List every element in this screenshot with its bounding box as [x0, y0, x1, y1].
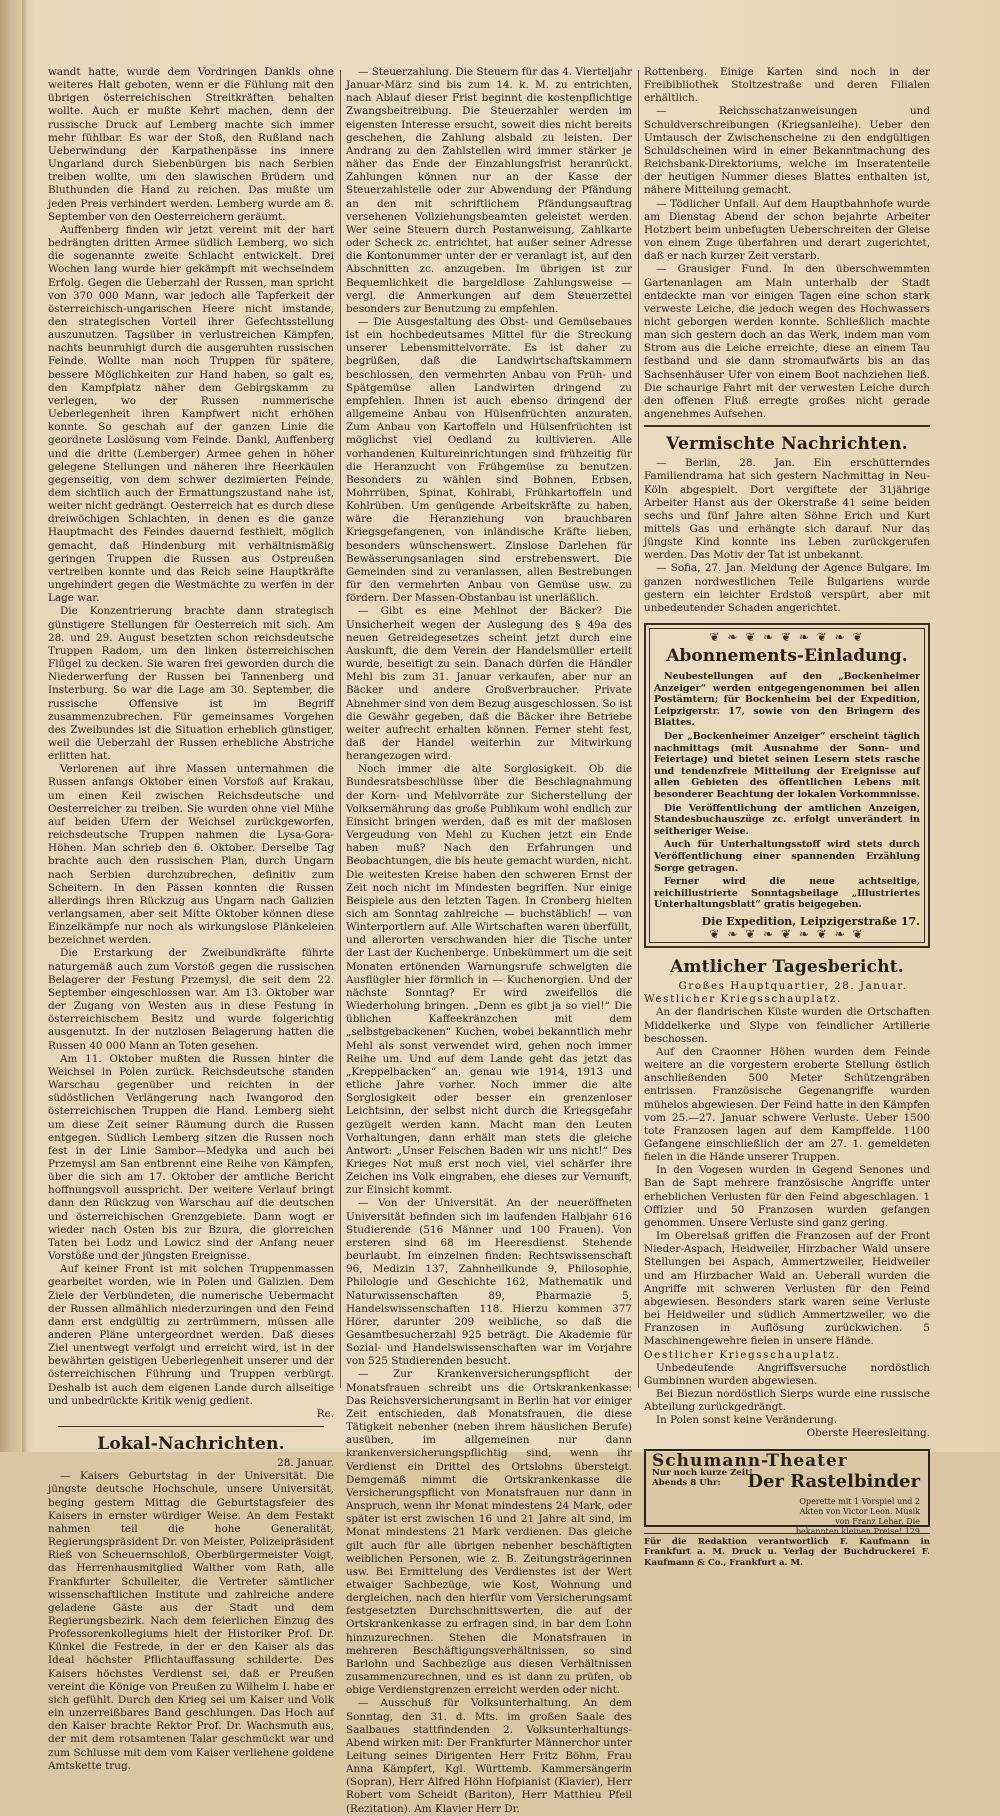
- article-paragraph: — Berlin, 28. Jan. Ein erschütterndes Familiendrama hat sich gestern Nachmittag in Neu-Köln abgespielt. Dort vergiftete der 31jährige Arbeiter Hanst aus der Okerstraße 41 seine beiden sechs und fünf Jahre alten Söhne Erich und Kurt mittels Gas und erhängte sich darauf. Nur das jüngste Kind konnte ins Leben zurückgerufen werden. Das Motiv der Tat ist unbekannt.: [644, 457, 930, 562]
- theater-show-title: Der Rastelbinder: [747, 1470, 920, 1492]
- report-source: Großes Hauptquartier, 28. Januar.: [678, 980, 908, 993]
- theater-desc-text: Operette mit 1 Vorspiel und 2 Akten von Victor Leon. Musik von Franz Lehar.: [799, 1496, 920, 1526]
- ornament-border-icon: ❦ ❧ ❦ ❧ ❦ ❧ ❦ ❧ ❦: [709, 927, 865, 942]
- article-paragraph: — Ausschuß für Volksunterhaltung. An dem Sonntag, den 31. d. Mts. im großen Saale des Saalbaues stattfindenden 2. Volksunterhaltungs-Abend wirken mit: Der Frankfurter Männerchor unter Leitung seines Dirigenten Herr Fritz Böhm, Frau Anna Kämpfert, Kgl. Württemb. Kammersängerin (Sopran), Herr Alfred Höhn Hofpianist (Klavier), Herr Robert vom Scheidt (Bariton), Herr Matthieu Pfeil (Rezitation). Am Klavier Herr Dr.: [346, 1697, 632, 1815]
- page-body: [48, 66, 930, 1815]
- article-paragraph: — Sofia, 27. Jan. Meldung der Agence Bulgare. Im ganzen nordwestlichen Teile Bulgariens wurde gestern ein leichter Erdstoß verspürt, aber mit unbedeutender Schaden angerichtet.: [644, 562, 930, 614]
- article-paragraph: wandt hatte, wurde dem Vordringen Dankls ohne weiteres Halt geboten, wenn er die Fühlung mit den übrigen österreichischen Streitkräften behalten wollte. Auch er mußte Kehrt machen, denn der russische Druck auf Lemberg machte sich immer mehr fühlbar. Es war der Stoß, den Rußland nach Ueberwindung der Karpathenpässe ins innere Ungarland durch Siebenbürgen bis nach Serbien treiben wollte, um den slawischen Brüdern und Bluthunden die Hand zu reichen. Das mußte um jeden Preis verhindert werden. Lemberg wurde am 8. September von den Oesterreichern geräumt.: [48, 66, 334, 223]
- report-paragraph: Bei Biezun nordöstlich Sierps wurde eine russische Abteilung zurückgedrängt.: [644, 1387, 930, 1414]
- subscription-paragraph: Ferner wird die neue achtseitige, reichillustrierte Sonntagsbeilage „Illustriertes Unterhaltungsblatt“ gratis beigegeben.: [654, 876, 920, 911]
- article-paragraph: Noch immer die alte Sorglosigkeit. Ob die Bundesratsbeschlüsse über die Beschlagnahmung der Korn- und Mehlvorräte zur Sicherstellung der Volksernährung das große Publikum wohl endlich zur Einsicht bringen werden, daß es mit der maßlosen Vergeudung von Mehl zu Kuchen jetzt ein Ende haben muß? Nach den Erfahrungen und Beobachtungen, die bis heute gemacht wurden, nicht. Die weitesten Kreise haben den schweren Ernst der Zeit noch nicht im Mindesten begriffen. Nur einige Beispiele aus den letzten Tagen. In Cronberg hielten sich am Sonntag zahlreiche — buchstäblich! — von Winterportlern auf. Alle Wirtschaften waren überfüllt, und allerorten verschwanden hier die Tische unter der Last der Kuchenberge. Unbekümmert um die seit Monaten ertönenden Warnungsrufe schwelgten die Ausflügler hier förmlich in — Kuchenorgien. Und der nächste Sonntag? Er wird zweifellos die Wiederholung bringen. „Denn es gibt ja so viel!“ Die üblichen Kaffeekränzchen mit dem „selbstgebackenen“ Kuchen, wobei bekanntlich mehr Mehl als sonst verwendet wird, gehen noch immer Reihe um. Und auf dem Lande geht das jetzt das „Kreppelbacken“ an, genau wie 1914, 1913 und etliche Jahre vorher. Noch immer die alte Sorglosigkeit oder besser ein grenzenloser Leichtsinn, der selbst nicht durch die Kriegsgefahr gezügelt werden kann. Macht man den Leuten Vorhaltungen, dann erhält man stets die gleiche Antwort: „Unser Feischen Baden wir uns nicht!“ Des Krieges Not muß erst noch viel, viel schärfer ihre Zeichen ins Volk eingraben, ehe dieses zur Vernunft, zur Einsicht kommt.: [346, 763, 632, 1197]
- theater-advertisement: [644, 1449, 930, 1536]
- article-paragraph: Am 11. Oktober mußten die Russen hinter die Weichsel in Polen zurück. Reichsdeutsche standen Warschau gegenüber und reichten in der südöstlichen Verlängerung nach Iwangorod den österreichischen Truppen die Hand. Lemberg sieht um diese Zeit seiner Räumung durch die Russen entgegen. Südlich Lemberg sitzen die Russen noch fest in der Linie Sambor—Medyka und auch bei Przemysl am San entbrennt eine Reihe von Kämpfen, über die sich am 17. Oktober der amtliche Bericht hoffnungsvoll ausspricht. Der weitere Verlauf bringt dann den Rückzug von Warschau auf die deutschen und österreichischen Grenzgebiete. Dann wogt er wieder nach Osten bis zur Bzura, die glorreichen Taten bei Lodz und Lowicz sind der Anfang neuer Vorstöße und der jüngsten Ereignisse.: [48, 1052, 334, 1263]
- page-fold-shadow: [22, 0, 28, 1452]
- front-heading-west: Westlicher Kriegsschauplatz.: [644, 993, 842, 1006]
- theater-ad-number: 129: [904, 1526, 920, 1536]
- column-2: [346, 66, 632, 1815]
- front-heading-ost: Oestlicher Kriegsschauplatz.: [644, 1348, 841, 1361]
- article-paragraph: Verlorenen auf ihre Massen unternahmen die Russen anfangs Oktober einen Vorstoß auf Krakau, um einen Keil zwischen Reichsdeutsche und Oesterreicher zu treiben. Sie wurden ohne viel Mühe auf beiden Ufern der Weichsel zurückgeworfen, reichsdeutsche Truppen nahmen die Lysa-Gora-Höhen. Man schrieb den 6. Oktober. Derselbe Tag brachte auch den russischen Plan, durch Ungarn nach Serbien durchzubrechen, definitiv zum Scheitern. In den Pässen konnten die Russen allerdings ihren Rückzug aus Ungarn nach Galizien verlangsamen, aber seit Mitte Oktober können diese Einzelkämpfe nur noch als wirkungslose Plänkeleien bezeichnet werden.: [48, 763, 334, 947]
- article-paragraph: — Die Ausgestaltung des Obst- und Gemüsebaues ist ein hochbedeutsames Mittel für die Streckung unserer Lebensmittelvorräte. Es ist daher zu begrüßen, daß die Landwirtschaftskammern beschlossen, den vermehrten Anbau von Früh- und Spätgemüse allen Landwirten dringend zu empfehlen. Ihnen ist auch ebenso dringend der allgemeine Anbau von Hülsenfrüchten anzuraten. Zum Anbau von Kartoffeln und Hülsenfrüchten ist möglichst viel Oedland zu kultivieren. Alle vorhandenen Kultureinrichtungen sind frühzeitig für die Heranzucht von Frühgemüse zu benutzen. Besonders zu wählen sind Bohnen, Erbsen, Mohrrüben, Spinat, Kohlrabi, Frühkartoffeln und Kohlrüben. Um genügende Arbeitskräfte zu haben, wäre die Heranziehung von brauchbaren Kriegsgefangenen, von inländische Kräfte lieben, besonders wünschenswert. Zinslose Darlehen für Bewässerungsanlagen sind erstrebenswert. Die Gemeinden sind zu veranlassen, allen Bestrebungen für den vermehrten Anbau von Gemüse usw. zu fördern. Der Massen-Obstanbau ist unerläßlich.: [346, 315, 632, 605]
- subscription-signature: Die Expedition, Leipzigerstraße 17.: [701, 914, 920, 928]
- report-paragraph: In den Vogesen wurden in Gegend Senones und Ban de Sapt mehrere französische Angriffe unter erheblichen Verlusten für den Feind abgeschlagen. 1 Offizier und 50 Franzosen wurden gefangen genommen. Unsere Verluste sind ganz gering.: [644, 1164, 930, 1229]
- ornament-border-icon: ❦ ❧ ❦ ❧ ❦ ❧ ❦ ❧ ❦: [709, 630, 865, 645]
- article-paragraph: Auffenberg finden wir jetzt vereint mit der hart bedrängten dritten Armee südlich Lemberg, wo sich die sogenannte zweite Schlacht entwickelt. Drei Wochen lang wurde hier gekämpft mit wechselndem Erfolg. Gegen die Ueberzahl der Russen, man spricht von 370 000 Mann, war jedoch alle Tapferkeit der österreichisch-ungarischen Heere nicht imstande, den strategischen Vorteil ihrer Gefechtsstellung auszunutzen. Tagsüber in verlustreichen Kämpfen, nachts beunruhigt durch die ausgeruhten russischen Feinde. Wollte man noch Truppen für spätere, bessere Möglichkeiten zur Hand haben, so galt es, den Kampfplatz näher dem Gebirgskamm zu verlegen, wo der Russen nummerische Ueberlegenheit ihren Kampfwert nicht erhöhen konnte. So geschah auf der ganzen Linie die geordnete Loslösung vom Feinde. Dankl, Auffenberg und die dritte (Lemberger) Armee gehen in höher gelegene Stellungen und näheren ihre Heerkäulen gegenseitig, von dem schwer dezimierten Feinde, dem sichtlich auch der Ermattungszustand nahe ist, weiter nicht gedrängt. Oesterreich hat es durch diese dreiwöchigen Schlachten, in denen es die ganze Hauptmacht des Feindes dauernd festhielt, möglich gemacht, daß Hindenburg mit verhältnismäßig geringen Truppen die Russen aus Ostpreußen vertreiben konnte und das Reich seine Hauptkräfte ungehindert gegen die Westmächte zu werfen in der Lage war.: [48, 223, 334, 605]
- report-paragraph: Unbedeutende Angriffsversuche nordöstlich Gumbinnen wurden abgewiesen.: [644, 1361, 930, 1387]
- theater-description: [790, 1497, 920, 1537]
- subscription-box: [644, 623, 930, 948]
- report-paragraph: An der flandrischen Küste wurden die Ortschaften Middelkerke und Slype von feindlicher Artillerie beschossen.: [644, 1006, 930, 1045]
- theater-prices: Die bekannten kleinen Preise!: [795, 1516, 920, 1536]
- author-signature: Re.: [316, 1407, 334, 1420]
- theater-name: Schumann-Theater: [652, 1450, 848, 1471]
- subscription-paragraph: Neubestellungen auf den „Bockenheimer Anzeiger“ werden entgegengenommen bei allen Postämtern; für Bockenheim bei der Expedition, Leipzigerstr. 17, sowie von den Bringern des Blattes.: [654, 671, 920, 729]
- imprint: Für die Redaktion verantwortlich F. Kaufmann in Frankfurt a. M. Druck u. Verlag der Buchdruckerei F. Kaufmann & Co., Frankfurt a. M.: [644, 1533, 930, 1569]
- article-paragraph: — Grausiger Fund. In den überschwemmten Gartenanlagen am Main unterhalb der Stadt entdeckte man vor einigen Tagen eine schon stark verweste Leiche, die jedoch wegen des Hochwassers nicht geborgen werden konnte. Schließlich machte man sich gestern doch an das Werk, indem man vom Strom aus die Leiche erreichte, diese an einem Tau festband und sie dann stromaufwärts bis an das Sachsenhäuser Ufer von einem Boot nachziehen ließ. Die schaurige Fahrt mit der verwesten Leiche durch den offenen Fluß erregte großes nicht gerade angenehmes Aufsehen.: [644, 263, 930, 421]
- theater-line: Nur noch kurze Zeit!: [652, 1467, 753, 1478]
- subscription-paragraph: Der „Bockenheimer Anzeiger“ erscheint täglich nachmittags (mit Ausnahme der Sonn- und Feiertage) und bietet seinen Lesern stets rasche und tendenzfreie Mitteilung der Ereignisse auf allen Gebieten des öffentlichen Lebens mit besonderer Beachtung der lokalen Vorkommnisse.: [654, 731, 920, 801]
- theater-line: Abends 8 Uhr:: [652, 1478, 721, 1489]
- section-heading-lokal: Lokal-Nachrichten.: [97, 1434, 285, 1455]
- article-paragraph: Die Konzentrierung brachte dann strategisch günstigere Stellungen für Oesterreich mit sich. Am 28. und 29. August besetzten schon reichsdeutsche Truppen Radom, um den linken österreichischen Flügel zu decken. Sie waren frei geworden durch die Niederwerfung der Russen bei Tannenberg und Insterburg. So war die Lage am 30. September, die russische Offensive ist im Begriff zusammenzubrechen. Für gemeinsames Vorgehen des Zweibundes ist die Situation erheblich günstiger, weil die Ueberzahl der Russen erhebliche Abstriche erlitten hat.: [48, 605, 334, 763]
- column-rule: [638, 70, 639, 1388]
- article-paragraph: Auf keiner Front ist mit solchen Truppenmassen gearbeitet worden, wie in Polen und Galizien. Dem Ziele der Verbündeten, die numerische Uebermacht der Russen allmählich niederzuringen und den Feind dann erst endgültig zu zertrümmern, müssen alle anderen Pläne untergeordnet werden. Daß dieses Ziel unentwegt verfolgt und erreicht wird, ist in der bewährten geistigen Ueberlegenheit unserer und der österreichischen Führung und Truppen verbürgt. Deshalb ist auch dem eigenen Lande durch allseitige und unbedrückte Kritik wenig gedient.: [48, 1263, 334, 1407]
- subscription-paragraph: Auch für Unterhaltungsstoff wird stets durch Veröffentlichung einer spannenden Erzählung Sorge getragen.: [654, 839, 920, 874]
- article-paragraph: Rottenberg. Einige Karten sind noch in der Freibibliothek Stoltzestraße und deren Filialen erhältlich.: [644, 66, 930, 105]
- article-paragraph: — Reichsschatzanweisungen und Schuldverschreibungen (Kriegsanleihe). Ueber den Umtausch der Zwischenscheine zu den endgültigen Schuldscheinen wird in einer Bekanntmachung des Reichsbank-Direktoriums, welche im Inseratenteile der heutigen Nummer dieses Blattes enthalten ist, nähere Mitteilung gemacht.: [644, 105, 930, 197]
- report-signature: Oberste Heeresleitung.: [806, 1427, 930, 1440]
- article-paragraph: — Tödlicher Unfall. Auf dem Hauptbahnhofe wurde am Dienstag Abend der schon bejahrte Arbeiter Hotzbert beim unbefugten Ueberschreiten der Gleise von einem Zuge überfahren und derart zugerichtet, daß er nach kurzer Zeit verstarb.: [644, 197, 930, 263]
- column-rule: [340, 70, 341, 1388]
- article-paragraph: — Von der Universität. An der neueröffneten Universität befinden sich im laufenden Halbjahr 616 Studierende (516 Männer und 100 Frauen). Von ersteren sind 68 im Heeresdienst. Stehende beurlaubt. Im einzelnen finden: Rechtswissenschaft 96, Medizin 137, Zahnheilkunde 9, Philosophie, Philologie und Geschichte 162, Mathematik und Naturwissenschaften 89, Pharmazie 5, Handelswissenschaften 118. Hierzu kommen 377 Hörer, darunter 209 weibliche, so daß die Gesamtbesucherzahl 925 beträgt. Die Akademie für Sozial- und Handelswissenschaften war im Vorjahre von 525 Studierenden besucht.: [346, 1197, 632, 1368]
- report-paragraph: Auf den Craonner Höhen wurden dem Feinde weitere an die vorgestern eroberte Stellung östlich anschließenden 500 Meter Schützengräben entrissen. Französische Gegenangriffe wurden mühelos abgewiesen. Der Feind hatte in den Kämpfen vom 25.—27. Januar schwere Verluste. Ueber 1500 tote Franzosen lagen auf dem Kampffelde. 1100 Gefangene einschließlich der am 27. 1. gemeldeten fielen in die Hände unserer Truppen.: [644, 1045, 930, 1164]
- report-paragraph: In Polen sonst keine Veränderung.: [656, 1414, 838, 1427]
- report-paragraph: Im Oberelsaß griffen die Franzosen auf der Front Nieder-Aspach, Heidweiler, Hirzbacher Wald unsere Stellungen bei Aspach, Ammertzweiler, Heidweiler und am Hirzbacher Wald an. Ueberall wurden die Angriffe mit schweren Verlusten für den Feind abgewiesen. Besonders stark waren seine Verluste bei Heidweiler und südlich Ammertzweiler, wo die Franzosen in Auflösung zurückwichen. 5 Maschinengewehre fielen in unsere Hände.: [644, 1230, 930, 1348]
- section-divider: [644, 425, 930, 427]
- subscription-paragraph: Die Veröffentlichung der amtlichen Anzeigen, Standesbuchauszüge zc. erfolgt unverändert in seitheriger Weise.: [654, 802, 920, 837]
- section-heading-amtlich: Amtlicher Tagesbericht.: [670, 957, 904, 978]
- article-paragraph: Die Erstarkung der Zweibundkräfte führte naturgemäß auch zum Vorstoß gegen die russischen Belagerer der Festung Przemysl, die seit dem 22. September eingeschlossen war. Am 13. Oktober war der Zugang von Westen aus in diese Festung in österreichischem Besitz und wurde folgerichtig ausgenutzt. In der nutzlosen Belagerung hatten die Russen 40 000 Mann an Toten gesehen.: [48, 947, 334, 1052]
- article-paragraph: — Gibt es eine Mehlnot der Bäcker? Die Unsicherheit wegen der Auslegung des § 49a des neuen Getreidegesetzes scheint jetzt durch eine Auskunft, die dem Verein der Handelsmüller erteilt wurde, beseitigt zu sein. Danach dürfen die Händler Mehl bis zum 31. Januar verkaufen, aber nur an Bäcker und andere Großverbraucher. Private Abnehmer sind von dem Bezug ausgeschlossen. So ist die Gewähr gegeben, daß die Bäcker ihre Betriebe weiter aufrecht erhalten können. Ferner steht fest, daß der Handel weiterhin zur Mitwirkung herangezogen wird.: [346, 605, 632, 763]
- article-paragraph: — Kaisers Geburtstag in der Universität. Die jüngste deutsche Hochschule, unsere Universität, beging gestern Mittag die Geburtstagsfeier des Kaisers in ernster würdiger Weise. An dem Festakt nahmen teil die hohe Generalität, Regierungspräsident Dr. von Meister, Polizeipräsident Rieß von Scheuernschloß, Oberbürgermeister Voigt, das Herrenhausmitglied Walther vom Rath, alle Frankfurter Schulleiter, die Vertreter sämtlicher wissenschaftlichen Institute und zahlreiche andere geladene Gäste aus der Stadt und dem Regierungsbezirk. Nach dem feierlichen Einzug des Professorenkollegiums hielt der Historiker Prof. Dr. Künkel die Festrede, in der er den Kaiser als das Ideal höchster Pflichtauffassung schilderte. Des Kaisers höchstes Verdienst sei, daß er Preußen vereint die Könige von Preußen zu Wilhelm I. habe er sich gefühlt. Durch den Krieg sei um Kaiser und Volk ein unzerreißbares Band geschlungen. Das Hoch auf den Kaiser brachte Rektor Prof. Dr. Wachsmuth aus, der mit dem rotsamtenen Talar geschmückt war und zum Schlusse mit dem vom Kaiser verliehene goldene Amtskette trug.: [48, 1470, 334, 1772]
- subscription-title: Abonnements-Einladung.: [666, 646, 908, 667]
- article-paragraph: — Zur Krankenversicherungspflicht der Monatsfrauen schreibt uns die Ortskrankenkasse: Das Reichsversicherungsamt in Berlin hat vor einiger Zeit entschieden, daß Monatsfrauen, die diese Tätigkeit nebenher (neben ihrem häuslichen Berufe) ausüben, im allgemeinen nur dann krankenversicherungspflichtig sind, wenn ihr Verdienst ein Drittel des Ortslohns übersteigt. Demgemäß nimmt die Ortskrankenkasse die Versicherungspflicht von Monatsfrauen nur dann in Anspruch, wenn ihr Monat mindestens 24 Mark, oder später ist erst zwischen 16 und 21 Jahre alt sind, im Monat mindestens 21 Mark verdienen. Das gleiche gilt auch für alle übrigen nebenher beschäftigten weiblichen Personen, wie z. B. Zeitungsträgerinnen usw. Bei Ermittelung des Verdienstes ist der Wert etwaiger Sachbezüge, wie Kost, Wohnung und dergleichen, nach den hierfür vom Versicherungsamt festgesetzten Durchschnittswerten, die auf der Ortskrankenkasse zu erfragen sind, in bar dem Lohn hinzuzurechnen. Stehen die Monatsfrauen in mehreren Beschäftigungsverhältnissen, so sind Barlohn und Sachbezüge aus diesen Verhältnissen zusammenzurechnen, und es ist dann zu prüfen, ob obige Verdienstgrenzen erreicht werden oder nicht.: [346, 1368, 632, 1697]
- section-heading-vermischte: Vermischte Nachrichten.: [666, 434, 908, 455]
- section-divider: [58, 1426, 324, 1427]
- section-dateline: 28. Januar.: [277, 1457, 334, 1470]
- column-3: [644, 66, 930, 1568]
- column-1: [48, 66, 334, 1772]
- article-paragraph: — Steuerzahlung. Die Steuern für das 4. Vierteljahr Januar-März sind bis zum 14. k. M. zu entrichten, nach Ablauf dieser Frist beginnt die kostenpflichtige Zwangsbeitreibung. Die Steuerzahler werden im eigensten Interesse ersucht, soweit dies nicht bereits geschehen, die Zahlung alsbald zu leisten. Der Andrang zu den Zahlstellen wird immer stärker je näher das Ende der Einzahlungsfrist heranrückt. Zahlungen können nur an der Kasse der Steuerzahlstelle oder zur Abwendung der Pfändung an den mit schriftlichem Pfändungsauftrag versehenen Vollziehungsbeamten geleistet werden. Wer seine Steuern durch Postanweisung, Zahlkarte oder Scheck zc. entrichtet, hat außer seiner Adresse die Kontonummer unter der er veranlagt ist, auf den Abschnitten zc. anzugeben. Im übrigen ist zur Bequemlichkeit die bargeldlose Zahlungsweise — vergl. die Anmerkungen auf dem Steuerzettel besonders zur Benutzung zu empfehlen.: [346, 66, 632, 315]
